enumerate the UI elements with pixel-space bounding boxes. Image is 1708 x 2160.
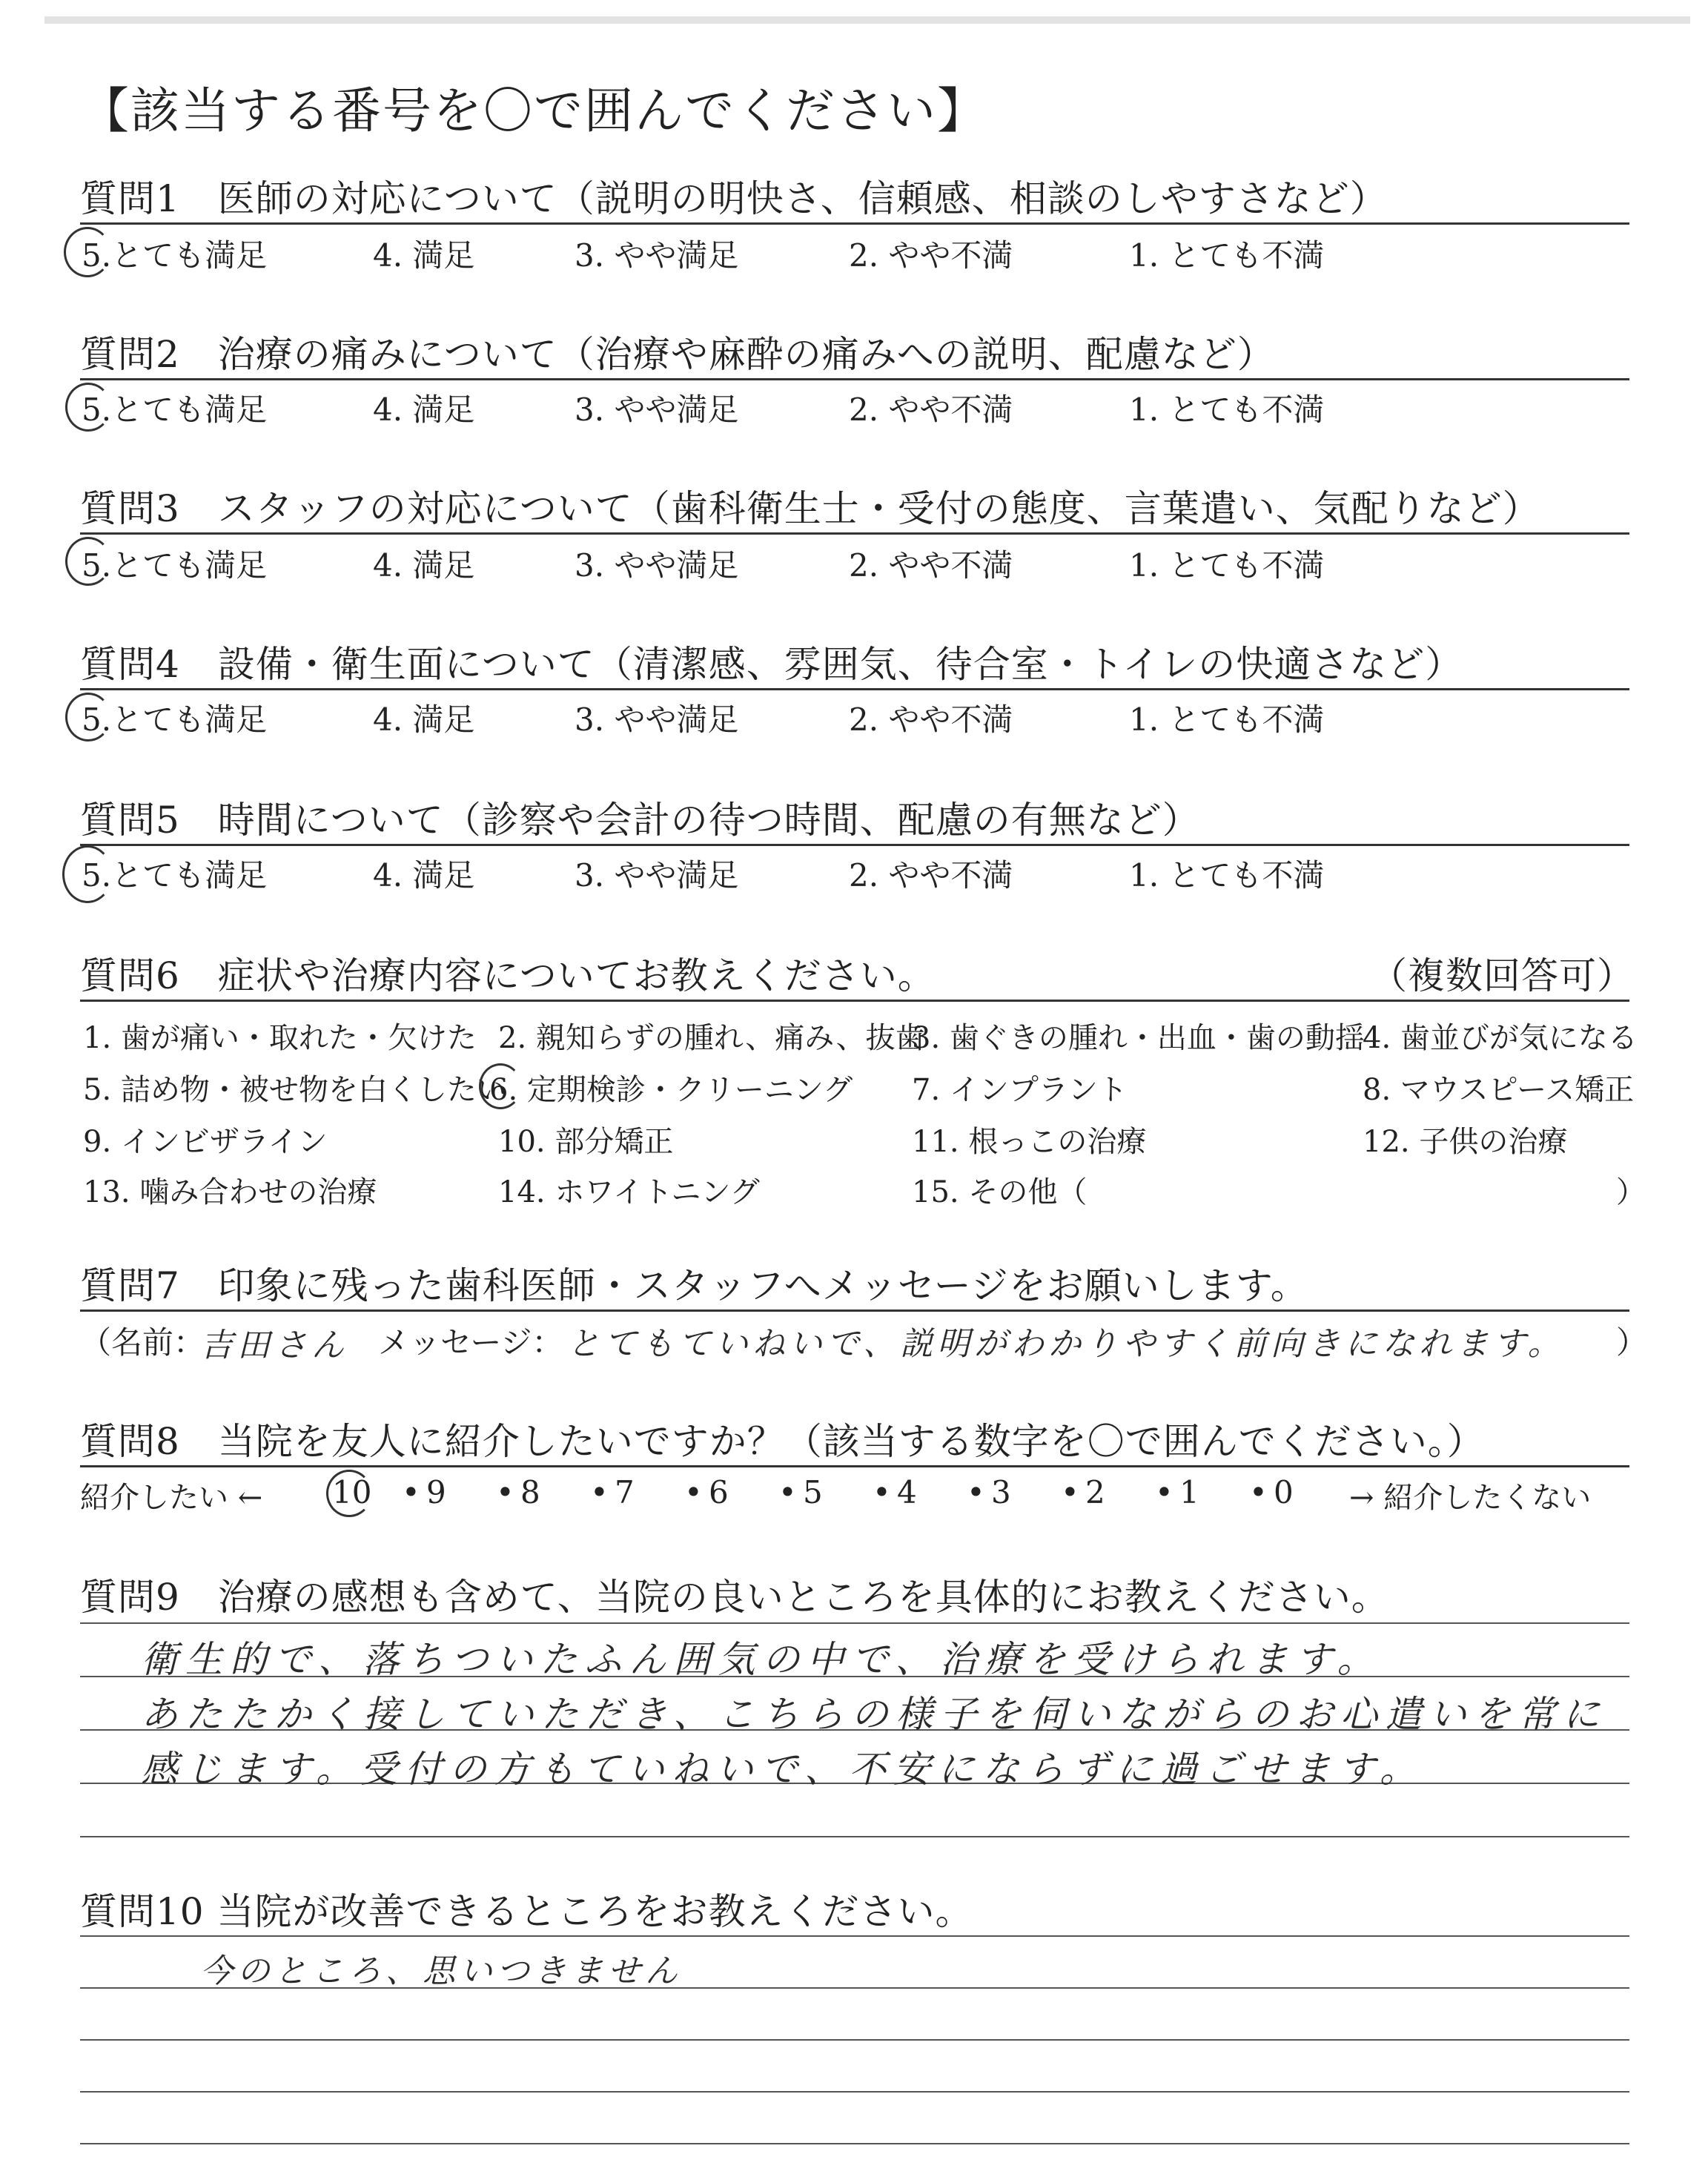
handwritten-answer-line[interactable]: あたたかく接していただき、こちらの様子を伺いながらのお心遣いを常に bbox=[141, 1693, 1607, 1736]
option-2[interactable]: 2. やや不満 bbox=[849, 547, 1013, 584]
scale-separator: • bbox=[496, 1474, 514, 1510]
symptom-option[interactable]: 2. 親知らずの腫れ、痛み、抜歯 bbox=[498, 1021, 925, 1055]
symptom-option[interactable]: 4. 歯並びが気になる bbox=[1363, 1021, 1638, 1055]
recommend-score-6[interactable]: 6 bbox=[709, 1474, 729, 1510]
option-4[interactable]: 4. 満足 bbox=[373, 392, 475, 428]
divider bbox=[80, 222, 1629, 225]
question-label: 質問1 医師の対応について（説明の明快さ、信頼感、相談のしやすさなど） bbox=[80, 177, 1388, 220]
recommend-right-label: → 紹介したくない bbox=[1349, 1481, 1592, 1515]
scale-separator: • bbox=[1249, 1474, 1268, 1510]
recommend-score-5[interactable]: 5 bbox=[803, 1474, 823, 1510]
recommend-score-2[interactable]: 2 bbox=[1085, 1474, 1105, 1510]
symptom-option[interactable]: 5. 詰め物・被せ物を白くしたい bbox=[83, 1073, 506, 1107]
symptom-option[interactable]: 3. 歯ぐきの腫れ・出血・歯の動揺 bbox=[912, 1021, 1365, 1055]
option-2[interactable]: 2. やや不満 bbox=[849, 857, 1013, 894]
symptom-option[interactable]: 11. 根っこの治療 bbox=[912, 1125, 1147, 1159]
scale-separator: • bbox=[967, 1474, 985, 1510]
writing-line bbox=[80, 1622, 1629, 1624]
handwritten-answer-line[interactable]: 今のところ、思いつきません bbox=[200, 1952, 682, 1990]
selection-circle bbox=[479, 1063, 522, 1109]
question-label: 質問8 当院を友人に紹介したいですか？（該当する数字を〇で囲んでください。） bbox=[80, 1420, 1485, 1463]
option-5[interactable]: 5.とても満足 bbox=[82, 857, 268, 894]
question-label: 質問5 時間について（診察や会計の待つ時間、配慮の有無など） bbox=[80, 799, 1200, 842]
scale-separator: • bbox=[1061, 1474, 1079, 1510]
option-1[interactable]: 1. とても不満 bbox=[1129, 392, 1325, 428]
recommend-score-4[interactable]: 4 bbox=[897, 1474, 917, 1510]
divider bbox=[80, 844, 1629, 846]
recommend-score-7[interactable]: 7 bbox=[615, 1474, 635, 1510]
recommend-left-label: 紹介したい ← bbox=[80, 1481, 263, 1515]
divider bbox=[80, 378, 1629, 380]
option-4[interactable]: 4. 満足 bbox=[373, 857, 475, 894]
question-label: 質問9 治療の感想も含めて、当院の良いところを具体的にお教えください。 bbox=[80, 1576, 1389, 1619]
page-title: 【該当する番号を〇で囲んでください】 bbox=[80, 82, 987, 139]
option-3[interactable]: 3. やや満足 bbox=[575, 701, 739, 738]
option-2[interactable]: 2. やや不満 bbox=[849, 701, 1013, 738]
symptom-option[interactable]: 10. 部分矯正 bbox=[498, 1125, 674, 1159]
scale-separator: • bbox=[778, 1474, 797, 1510]
symptom-option[interactable]: 1. 歯が痛い・取れた・欠けた bbox=[83, 1021, 477, 1055]
question-label: 質問10 当院が改善できるところをお教えください。 bbox=[80, 1890, 973, 1933]
scale-separator: • bbox=[684, 1474, 703, 1510]
recommend-score-0[interactable]: 0 bbox=[1274, 1474, 1294, 1510]
multiple-answers-note: （複数回答可） bbox=[1370, 954, 1635, 997]
symptom-option[interactable]: 7. インプラント bbox=[912, 1073, 1128, 1107]
option-1[interactable]: 1. とても不満 bbox=[1129, 701, 1325, 738]
recommend-score-8[interactable]: 8 bbox=[520, 1474, 540, 1510]
divider bbox=[80, 1000, 1629, 1002]
question-label: 質問4 設備・衛生面について（清潔感、雰囲気、待合室・トイレの快適さなど） bbox=[80, 643, 1463, 686]
message-label: メッセージ： bbox=[378, 1324, 563, 1361]
selection-circle bbox=[64, 227, 111, 277]
option-1[interactable]: 1. とても不満 bbox=[1129, 857, 1325, 894]
scale-separator: • bbox=[873, 1474, 891, 1510]
scale-separator: • bbox=[1155, 1474, 1174, 1510]
option-1[interactable]: 1. とても不満 bbox=[1129, 237, 1325, 274]
question-label: 質問7 印象に残った歯科医師・スタッフへメッセージをお願いします。 bbox=[80, 1264, 1308, 1307]
option-3[interactable]: 3. やや満足 bbox=[575, 857, 739, 894]
option-4[interactable]: 4. 満足 bbox=[373, 701, 475, 738]
symptom-option[interactable]: 12. 子供の治療 bbox=[1363, 1125, 1568, 1159]
option-5[interactable]: 5.とても満足 bbox=[82, 237, 268, 274]
option-2[interactable]: 2. やや不満 bbox=[849, 392, 1013, 428]
option-1[interactable]: 1. とても不満 bbox=[1129, 547, 1325, 584]
writing-line bbox=[80, 1935, 1629, 1937]
option-5[interactable]: 5.とても満足 bbox=[82, 701, 268, 738]
option-5[interactable]: 5.とても満足 bbox=[82, 392, 268, 428]
writing-line bbox=[80, 1836, 1629, 1837]
name-label: （名前： bbox=[80, 1324, 205, 1361]
option-3[interactable]: 3. やや満足 bbox=[575, 547, 739, 584]
scan-edge bbox=[44, 16, 1690, 24]
question-label: 質問3 スタッフの対応について（歯科衛生士・受付の態度、言葉遣い、気配りなど） bbox=[80, 487, 1540, 530]
other-close-paren: ） bbox=[1616, 1175, 1646, 1209]
handwritten-answer-line[interactable]: 衛生的で、落ちついたふん囲気の中で、治療を受けられます。 bbox=[141, 1638, 1382, 1681]
writing-line bbox=[80, 2039, 1629, 2041]
message-close-paren: ） bbox=[1616, 1324, 1648, 1361]
option-4[interactable]: 4. 満足 bbox=[373, 237, 475, 274]
name-handwritten[interactable]: 吉田さん bbox=[200, 1327, 348, 1364]
scale-separator: • bbox=[590, 1474, 609, 1510]
divider bbox=[80, 1465, 1629, 1467]
symptom-option[interactable]: 6. 定期検診・クリーニング bbox=[489, 1073, 853, 1107]
writing-line bbox=[80, 2091, 1629, 2093]
divider bbox=[80, 532, 1629, 535]
option-4[interactable]: 4. 満足 bbox=[373, 547, 475, 584]
option-3[interactable]: 3. やや満足 bbox=[575, 237, 739, 274]
writing-line bbox=[80, 2143, 1629, 2144]
symptom-option[interactable]: 15. その他（ bbox=[912, 1175, 1088, 1209]
selection-circle bbox=[65, 383, 111, 432]
scale-separator: • bbox=[402, 1474, 420, 1510]
selection-circle bbox=[65, 693, 111, 742]
divider bbox=[80, 1309, 1629, 1312]
recommend-score-3[interactable]: 3 bbox=[991, 1474, 1011, 1510]
recommend-score-10[interactable]: 10 bbox=[332, 1474, 372, 1510]
recommend-score-9[interactable]: 9 bbox=[426, 1474, 446, 1510]
message-handwritten[interactable]: とてもていねいで、説明がわかりやすく前向きになれます。 bbox=[567, 1325, 1565, 1363]
selection-circle bbox=[65, 537, 111, 586]
symptom-option[interactable]: 13. 噛み合わせの治療 bbox=[83, 1175, 377, 1209]
question-label: 質問2 治療の痛みについて（治療や麻酔の痛みへの説明、配慮など） bbox=[80, 333, 1275, 376]
option-2[interactable]: 2. やや不満 bbox=[849, 237, 1013, 274]
symptom-option[interactable]: 14. ホワイトニング bbox=[498, 1175, 760, 1209]
divider bbox=[80, 688, 1629, 690]
recommend-score-1[interactable]: 1 bbox=[1179, 1474, 1199, 1510]
symptom-option[interactable]: 8. マウスピース矯正 bbox=[1363, 1073, 1635, 1107]
option-3[interactable]: 3. やや満足 bbox=[575, 392, 739, 428]
question-label: 質問6 症状や治療内容についてお教えください。 bbox=[80, 954, 936, 997]
handwritten-answer-line[interactable]: 感じます。受付の方もていねいで、不安にならずに過ごせます。 bbox=[141, 1748, 1424, 1791]
symptom-option[interactable]: 9. インビザライン bbox=[83, 1125, 328, 1159]
option-5[interactable]: 5.とても満足 bbox=[82, 547, 268, 584]
selection-circle bbox=[62, 845, 113, 903]
